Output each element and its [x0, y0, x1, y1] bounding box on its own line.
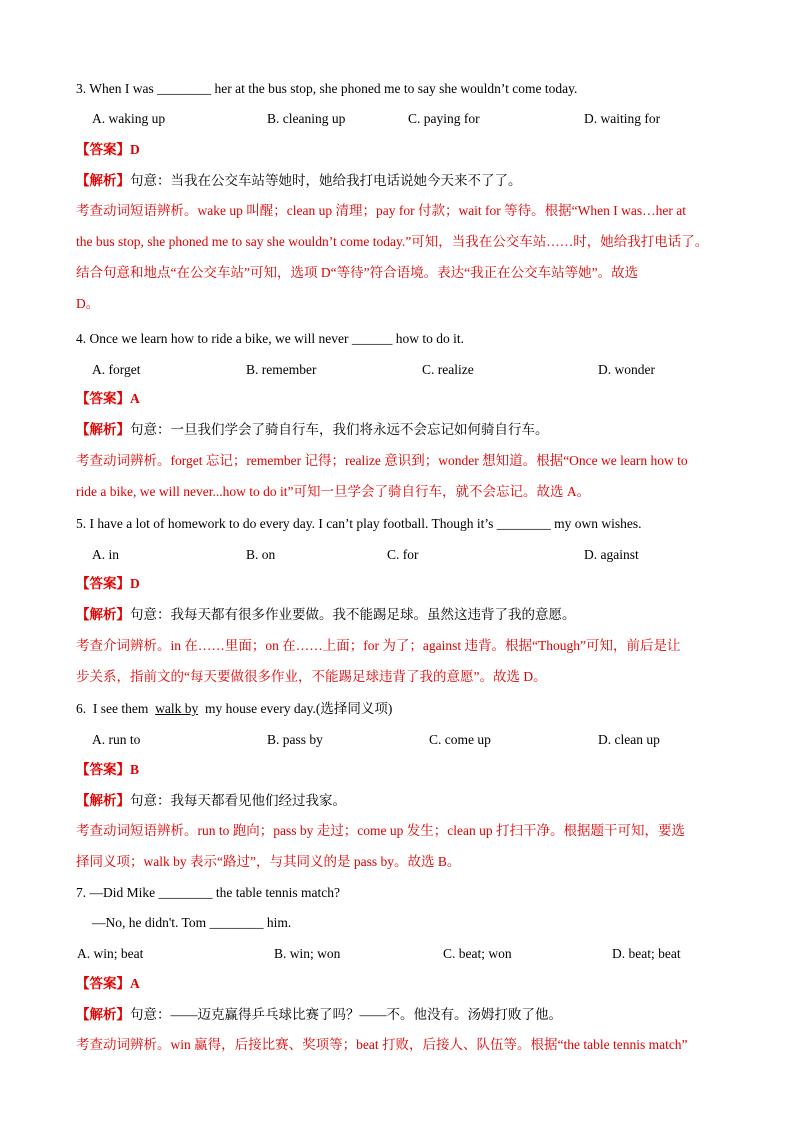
question-3-explanation-line: 结合句意和地点“在公交车站”可知，选项 D“等待”符合语境。表达“我正在公交车站等她”。故选 [76, 265, 639, 280]
question-6-meaning [76, 792, 726, 810]
analysis-label: 【解析】 [76, 422, 130, 437]
question-3-option-a: A. waking up [92, 111, 166, 126]
answer-label: 【答案】 [76, 391, 130, 406]
question-4-meaning [76, 421, 726, 439]
question-5-option-a: A. in [92, 547, 119, 562]
question-5-explanation-line: 步关系，指前文的“每天要做很多作业，不能踢足球违背了我的意愿”。故选 D。 [76, 669, 547, 684]
question-3-stem: 3. When I was ________ her at the bus stop, she phoned me to say she wouldn’t come today. [76, 81, 578, 96]
answer-label: 【答案】 [76, 142, 130, 157]
question-4-option-d: D. wonder [598, 362, 655, 377]
question-5-meaning [76, 606, 726, 624]
question-3-explanation-line: 考查动词短语辨析。wake up 叫醒；clean up 清理；pay for 付款；wait for 等待。根据“When I was…her at [76, 203, 686, 218]
question-5-stem: 5. I have a lot of homework to do every day. I can’t play football. Though it’s ________ my own wishes. [76, 516, 642, 531]
question-7-stem-reply: —No, he didn't. Tom ________ him. [92, 915, 292, 930]
meaning-text: 句意：我每天都有很多作业要做。我不能踢足球。虽然这违背了我的意愿。 [130, 607, 576, 622]
analysis-label: 【解析】 [76, 607, 130, 622]
stem-text: 6. I see them [76, 701, 156, 716]
question-7-option-d: D. beat; beat [612, 946, 681, 961]
question-6-option-b: B. pass by [267, 732, 323, 747]
answer-value: A [130, 391, 140, 406]
question-6-explanation-line: 考查动词短语辨析。run to 跑向；pass by 走过；come up 发生；clean up 打扫干净。根据题干可知，要选 [76, 823, 685, 838]
analysis-label: 【解析】 [76, 793, 130, 808]
question-6-option-a: A. run to [92, 732, 141, 747]
answer-value: A [130, 976, 140, 991]
question-3-explanation-line: D。 [76, 296, 100, 311]
question-7-option-b: B. win; won [274, 946, 341, 961]
question-3-option-c: C. paying for [408, 111, 480, 126]
question-3-option-d: D. waiting for [584, 111, 661, 126]
question-7-answer [76, 975, 726, 993]
answer-label: 【答案】 [76, 976, 130, 991]
stem-text: my house every day.(选择同义项) [198, 701, 393, 716]
question-6-answer [76, 761, 726, 779]
question-4-option-a: A. forget [92, 362, 141, 377]
answer-value: D [130, 576, 140, 591]
question-3-option-b: B. cleaning up [267, 111, 346, 126]
question-4-option-c: C. realize [422, 362, 474, 377]
question-7-option-c: C. beat; won [443, 946, 512, 961]
question-6-explanation-line: 择同义项；walk by 表示“路过”，与其同义的是 pass by。故选 B。 [76, 854, 461, 869]
meaning-text: 句意：当我在公交车站等她时，她给我打电话说她今天来不了了。 [130, 173, 522, 188]
question-3-meaning [76, 172, 726, 190]
question-6-option-d: D. clean up [598, 732, 660, 747]
question-7-stem: 7. —Did Mike ________ the table tennis match? [76, 885, 340, 900]
question-7-meaning [76, 1006, 726, 1024]
answer-value: D [130, 142, 140, 157]
question-7-explanation-line: 考查动词辨析。win 赢得，后接比赛、奖项等；beat 打败，后接人、队伍等。根据“the table tennis match” [76, 1037, 688, 1052]
question-4-explanation-line: 考查动词辨析。forget 忘记；remember 记得；realize 意识到；wonder 想知道。根据“Once we learn how to [76, 453, 688, 468]
analysis-label: 【解析】 [76, 173, 130, 188]
meaning-text: 句意：一旦我们学会了骑自行车，我们将永远不会忘记如何骑自行车。 [130, 422, 549, 437]
question-4-stem: 4. Once we learn how to ride a bike, we will never ______ how to do it. [76, 331, 465, 346]
question-6-stem [76, 700, 726, 718]
question-5-option-c: C. for [387, 547, 419, 562]
question-5-explanation-line: 考查介词辨析。in 在……里面；on 在……上面；for 为了；against 违背。根据“Though”可知，前后是让 [76, 638, 681, 653]
question-4-answer [76, 390, 726, 408]
question-5-answer [76, 575, 726, 593]
question-6-option-c: C. come up [429, 732, 491, 747]
question-3-answer [76, 141, 726, 159]
question-4-explanation-line: ride a bike, we will never...how to do it”可知一旦学会了骑自行车，就不会忘记。故选 A。 [76, 484, 591, 499]
analysis-label: 【解析】 [76, 1007, 130, 1022]
meaning-text: 句意：——迈克赢得乒乓球比赛了吗？——不。他没有。汤姆打败了他。 [130, 1007, 562, 1022]
question-5-option-d: D. against [584, 547, 639, 562]
answer-label: 【答案】 [76, 762, 130, 777]
question-7-option-a: A. win; beat [77, 946, 144, 961]
answer-label: 【答案】 [76, 576, 130, 591]
question-3-explanation-line: the bus stop, she phoned me to say she wouldn’t come today.”可知，当我在公交车站……时，她给我打电话了。 [76, 234, 709, 249]
question-4-option-b: B. remember [246, 362, 317, 377]
answer-value: B [130, 762, 140, 777]
underlined-phrase: walk by [155, 701, 199, 716]
meaning-text: 句意：我每天都看见他们经过我家。 [130, 793, 346, 808]
question-5-option-b: B. on [246, 547, 276, 562]
